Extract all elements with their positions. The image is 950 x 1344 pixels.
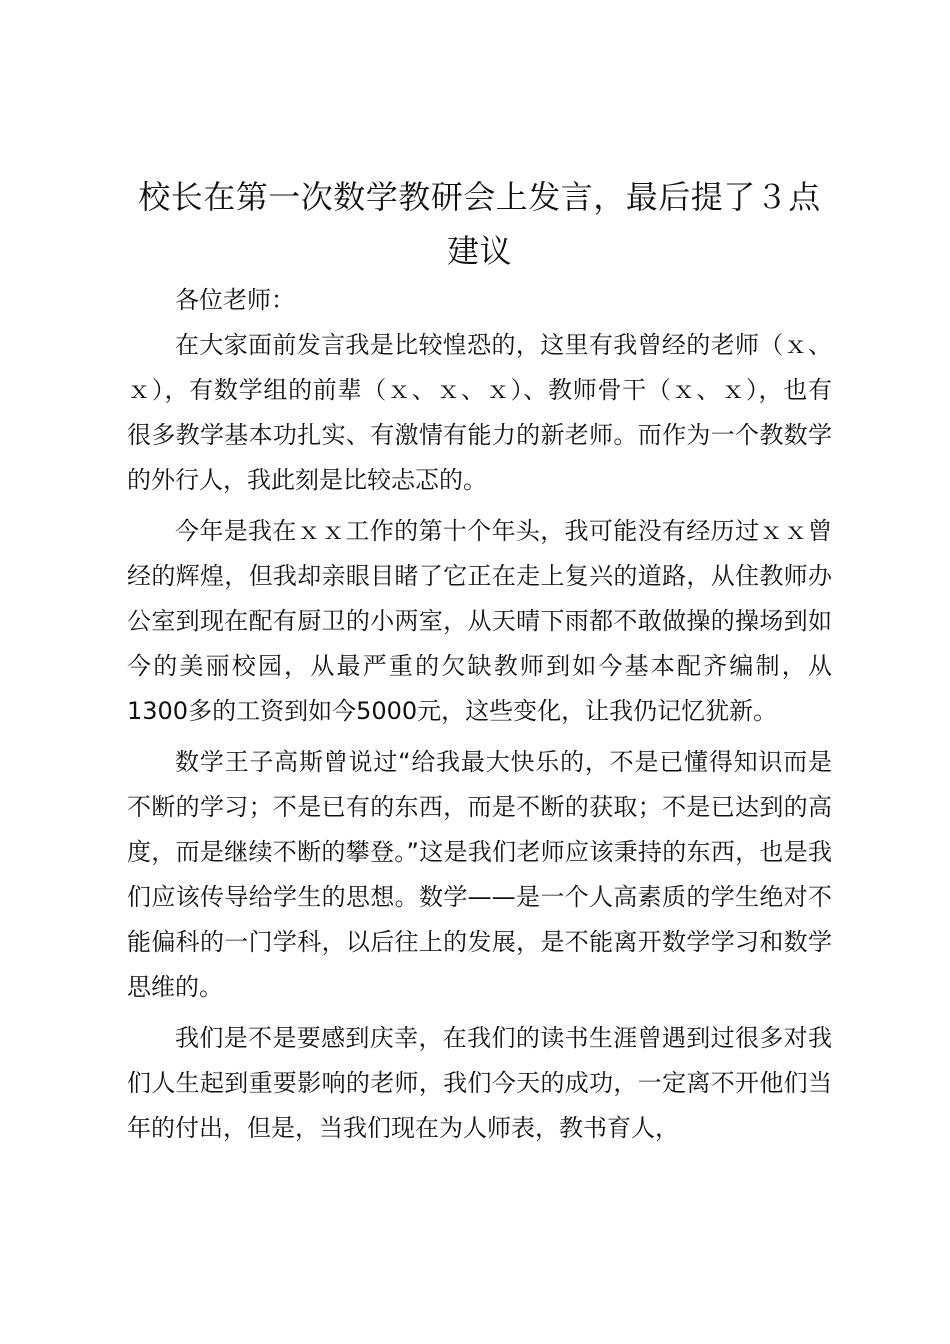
body-paragraph-2: 今年是我在ｘｘ工作的第十个年头，我可能没有经历过ｘｘ曾经的辉煌，但我却亲眼目睹了它正在走上复兴的道路，从住教师办公室到现在配有厨卫的小两室，从天晴下雨都不敢做操的操场到如今的美丽校园，从最严重的欠缺教师到如今基本配齐编制，从1300多的工资到如今5000元，这些变化，让我仍记忆犹新。	[127, 517, 832, 725]
salutation-paragraph: 各位老师：	[175, 286, 295, 314]
body-paragraph-3: 数学王子高斯曾说过“给我最大快乐的，不是已懂得知识而是不断的学习；不是已有的东西，而是不断的获取；不是已达到的高度，而是继续不断的攀登。”这是我们老师应该秉持的东西，也是我们应该传导给学生的思想。数学——是一个人高素质的学生绝对不能偏科的一门学科，以后往上的发展，是不能离开数学学习和数学思维的。	[127, 748, 832, 1001]
body-paragraph-4: 我们是不是要感到庆幸，在我们的读书生涯曾遇到过很多对我们人生起到重要影响的老师，我们今天的成功，一定离不开他们当年的付出，但是，当我们现在为人师表，教书育人，	[127, 1024, 832, 1142]
body-paragraph-1: 在大家面前发言我是比较惶恐的，这里有我曾经的老师（ｘ、ｘ），有数学组的前辈（ｘ、ｘ、ｘ）、教师骨干（ｘ、ｘ），也有很多教学基本功扎实、有激情有能力的新老师。而作为一个教数学的外行人，我此刻是比较忐忑的。	[127, 331, 832, 494]
document-page	[127, 170, 832, 1151]
document-title: 校长在第一次数学教研会上发言，最后提了３点建议	[138, 178, 821, 270]
